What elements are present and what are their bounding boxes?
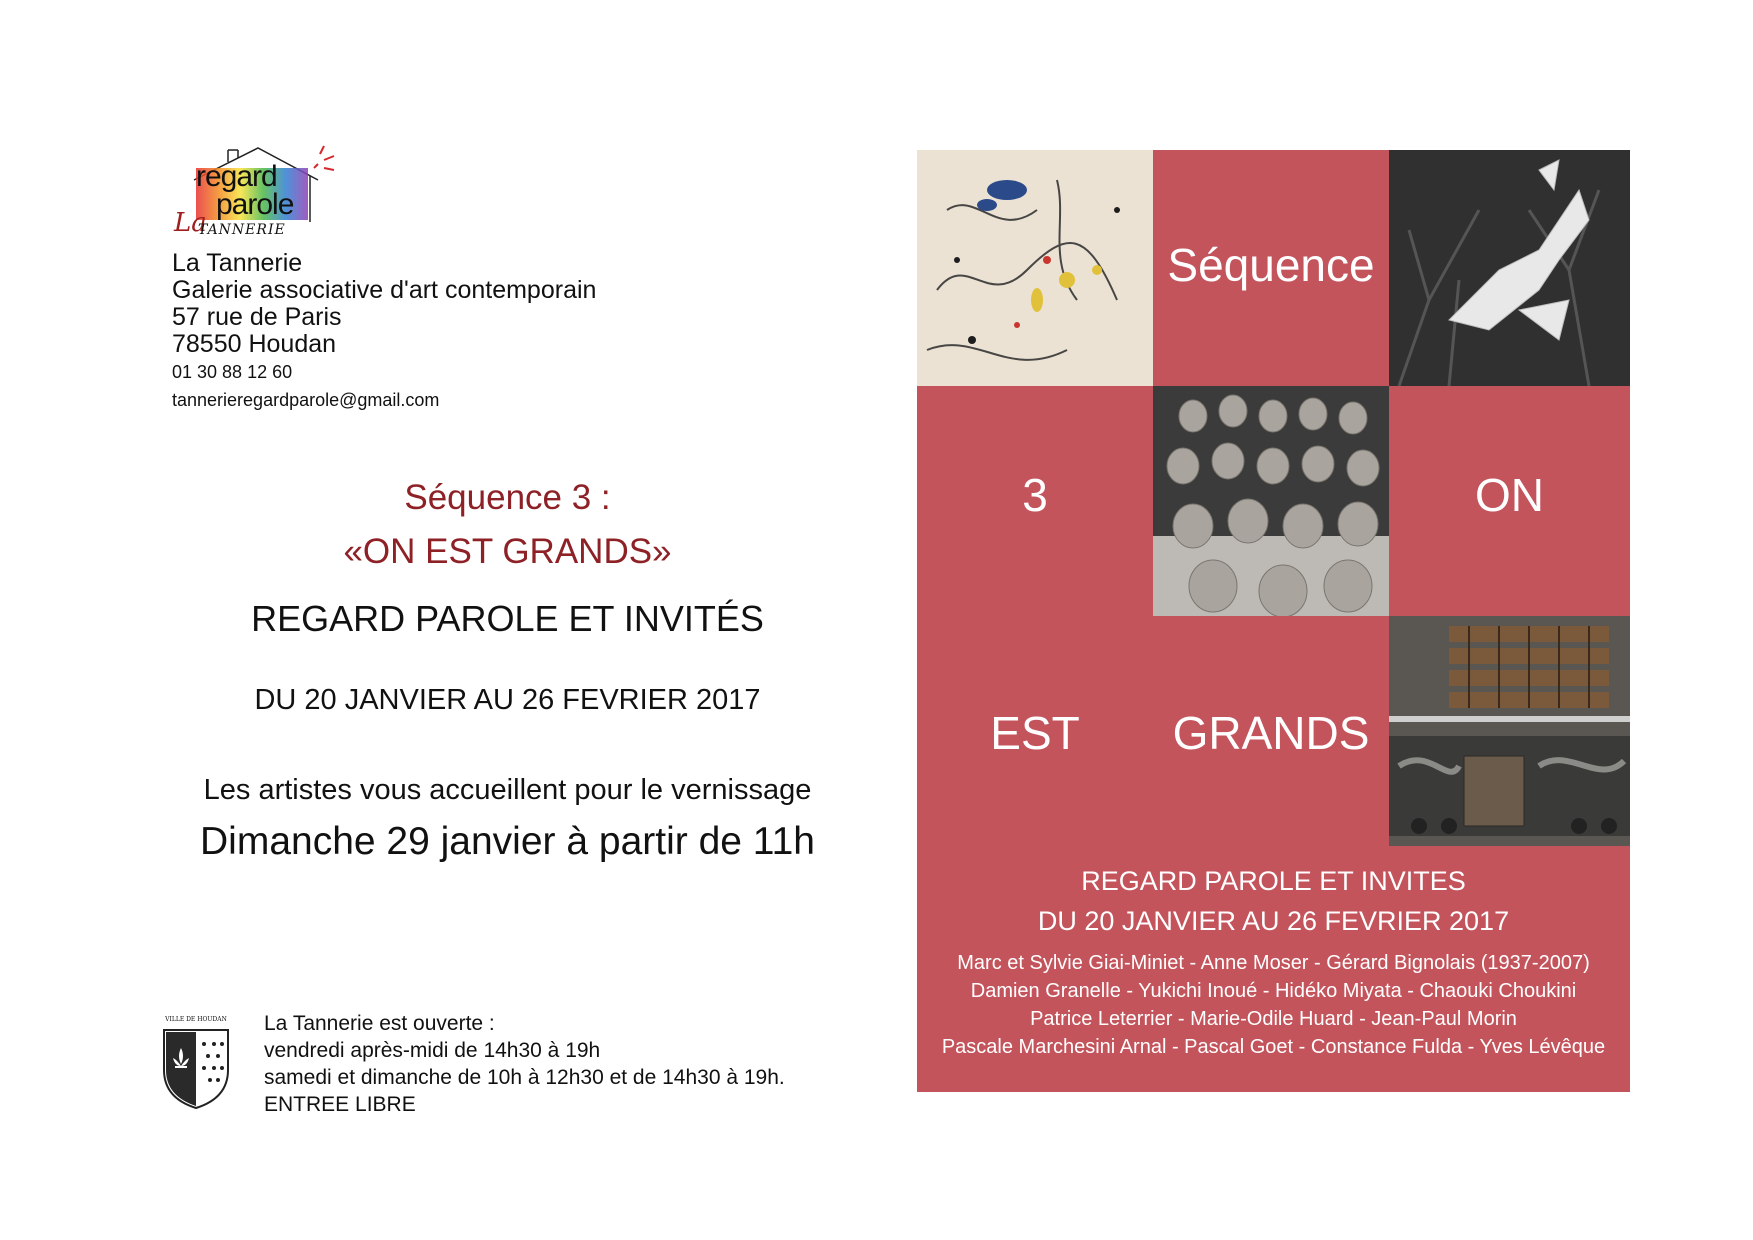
poster-header-1: REGARD PAROLE ET INVITES [1081, 866, 1466, 896]
tannerie-logo [168, 140, 348, 240]
poster-artists-line-1: Marc et Sylvie Giai-Miniet - Anne Moser - Gérard Bignolais (1937-2007) [957, 952, 1590, 974]
poster-word-sequence: Séquence [1167, 239, 1375, 291]
poster-artists-line-4: Pascale Marchesini Arnal - Pascal Goet - Constance Fulda - Yves Lévêque [941, 1036, 1606, 1058]
exhibition-poster [917, 150, 1630, 1092]
artwork-library-machine [1389, 616, 1630, 846]
event-subtitle: «ON EST GRANDS» [343, 532, 672, 571]
hours-line-4: ENTREE LIBRE [264, 1093, 416, 1116]
gallery-phone: 01 30 88 12 60 [172, 362, 293, 382]
event-vernissage: Dimanche 29 janvier à partir de 11h [200, 820, 815, 863]
poster-word-on: ON [1475, 469, 1544, 521]
gallery-name: La Tannerie [172, 249, 303, 277]
gallery-city: 78550 Houdan [172, 330, 337, 358]
gallery-description: Galerie associative d'art contemporain [172, 276, 597, 304]
artwork-abstract-painting [917, 150, 1153, 386]
coat-label: VILLE DE HOUDAN [165, 1016, 227, 1023]
hours-line-3: samedi et dimanche de 10h à 12h30 et de 14h30 à 19h. [264, 1066, 785, 1089]
artwork-tree-sculpture [1389, 150, 1630, 386]
poster-word-3: 3 [1022, 469, 1048, 521]
logo-tannerie-text: TANNERIE [198, 222, 286, 238]
poster-artists-line-3: Patrice Leterrier - Marie-Odile Huard - Jean-Paul Morin [1030, 1008, 1517, 1030]
event-title: Séquence 3 : [404, 478, 611, 517]
event-dates: DU 20 JANVIER AU 26 FEVRIER 2017 [254, 684, 761, 716]
houdan-coat-of-arms-icon [158, 1018, 234, 1110]
poster-header-2: DU 20 JANVIER AU 26 FEVRIER 2017 [1037, 906, 1510, 936]
poster-word-grands: GRANDS [1172, 707, 1370, 759]
poster-artists-line-2: Damien Granelle - Yukichi Inoué - Hidéko Miyata - Chaouki Choukini [970, 980, 1577, 1002]
opening-hours [264, 1010, 785, 1118]
event-organizers: REGARD PAROLE ET INVITÉS [251, 598, 764, 639]
event-welcome: Les artistes vous accueillent pour le vernissage [203, 774, 812, 806]
poster-word-est: EST [990, 707, 1080, 759]
hours-line-2: vendredi après-midi de 14h30 à 19h [264, 1039, 601, 1062]
artwork-stone-heads [1153, 386, 1389, 616]
gallery-street: 57 rue de Paris [172, 303, 342, 331]
logo-parole-text: parole [216, 188, 294, 221]
hours-line-1: La Tannerie est ouverte : [264, 1012, 495, 1035]
logo-regard-text: regard [196, 160, 277, 193]
contact-block [172, 250, 596, 414]
logo-script-text: La [174, 208, 207, 238]
gallery-email[interactable]: tannerieregardparole@gmail.com [172, 390, 440, 410]
